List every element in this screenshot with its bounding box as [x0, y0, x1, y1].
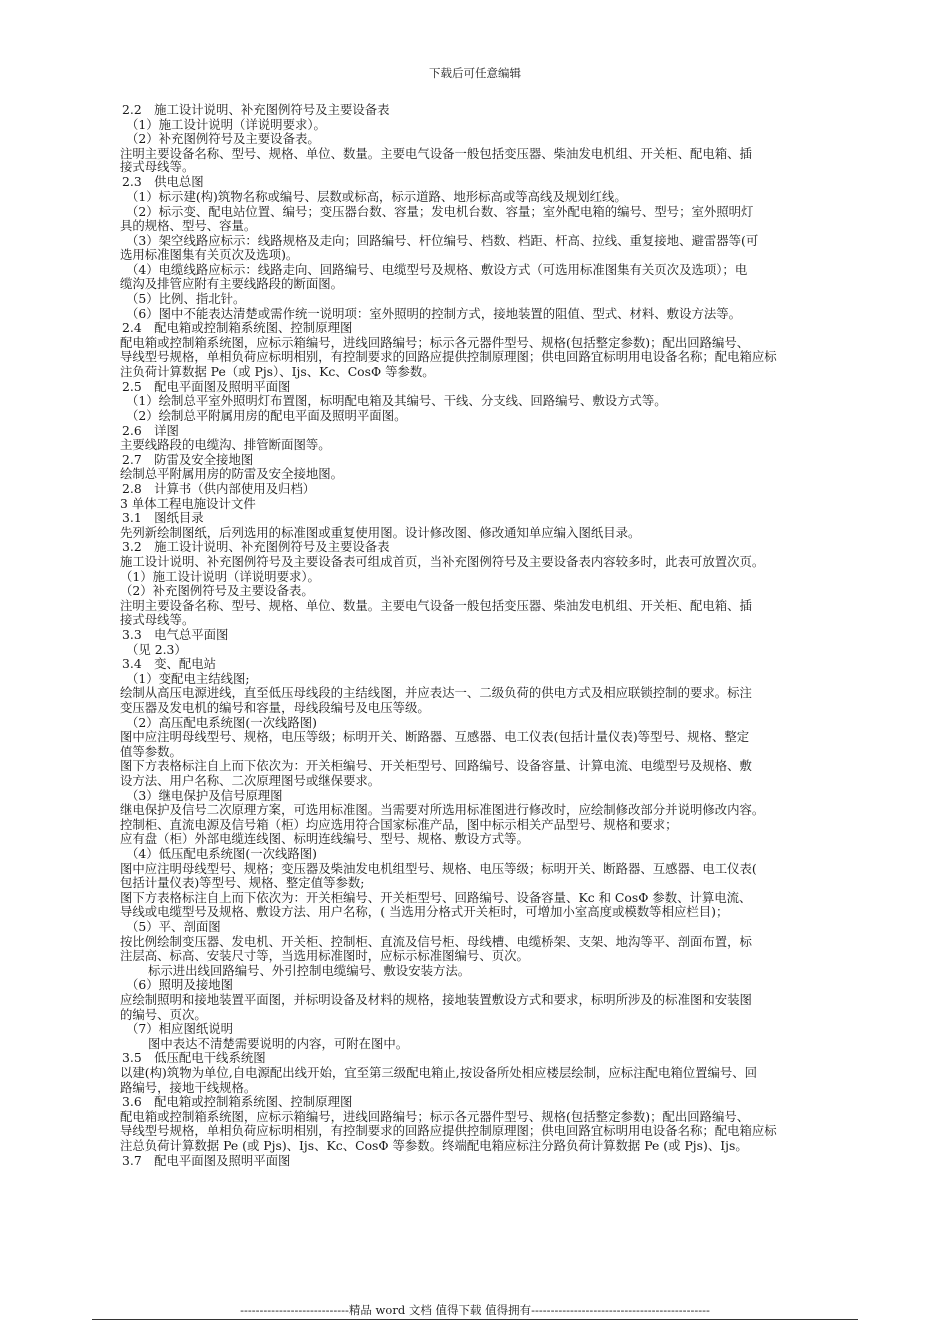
text-line: （7）相应图纸说明	[126, 1021, 234, 1036]
text-line: 应绘制照明和接地装置平面图，并标明设备及材料的规格，接地装置敷设方式和要求，标明所涉及的标准图和安装图	[120, 992, 752, 1007]
text-line: 2.3 供电总图	[122, 174, 204, 189]
text-line: 具的规格、型号、容量。	[120, 218, 257, 233]
text-line: 控制柜、直流电源及信号箱（柜）均应选用符合国家标准产品，图中标示相关产品型号、规格和要求；	[120, 817, 678, 832]
text-line: （2）绘制总平附属用房的配电平面及照明平面图。	[126, 408, 407, 423]
text-line: 2.5 配电平面图及照明平面图	[122, 379, 291, 394]
text-line: 继电保护及信号二次原理方案，可选用标准图。当需要对所选用标准图进行修改时，应绘制修改部分并说明修改内容。	[120, 802, 765, 817]
text-line: （6）照明及接地图	[126, 977, 234, 992]
text-line: （4）电缆线路应标示：线路走向、回路编号、电缆型号及规格、敷设方式（可选用标准图集有关页次及选项）；电	[126, 262, 748, 277]
text-line: 2.6 详图	[122, 423, 179, 438]
text-line: 注层高、标高、安装尺寸等，当选用标准图时，应标示标准图编号、页次。	[120, 948, 529, 963]
text-line: （1）施工设计说明（详说明要求）。	[120, 569, 320, 584]
text-line: 配电箱或控制箱系统图，应标示箱编号，进线回路编号；标示各元器件型号、规格(包括整定参数)；配出回路编号、	[120, 335, 750, 350]
text-line: 3.7 配电平面图及照明平面图	[122, 1153, 291, 1168]
text-line: 图下方表格标注自上而下依次为：开关柜编号、开关柜型号、回路编号、设备容量、计算电流、电缆型号及规格、敷	[120, 758, 752, 773]
text-line: 导线型号规格，单相负荷应标明相别，有控制要求的回路应提供控制原理图；供电回路宜标明用电设备名称；配电箱应标	[120, 1123, 777, 1138]
text-line: 缆沟及排管应附有主要线路段的断面图。	[120, 276, 344, 291]
text-line: 路编号，接地干线规格。	[120, 1080, 257, 1095]
text-line: （3）继电保护及信号原理图	[126, 788, 283, 803]
text-line: 3.4 变、配电站	[122, 656, 217, 671]
text-line: 接式母线等。	[120, 159, 195, 174]
text-line: 选用标准图集有关页次及选项)。	[120, 247, 299, 262]
text-line: 注明主要设备名称、型号、规格、单位、数量。主要电气设备一般包括变压器、柴油发电机组、开关柜、配电箱、插	[120, 146, 752, 161]
text-line: 变压器及发电机的编号和容量，母线段编号及电压等级。	[120, 700, 430, 715]
text-line: （见 2.3）	[126, 642, 187, 657]
text-line: 图中表达不清楚需要说明的内容，可附在图中。	[148, 1036, 409, 1051]
text-line: 2.8 计算书（供内部使用及归档）	[122, 481, 316, 496]
text-line: （2）标示变、配电站位置、编号；变压器台数、容量；发电机台数、容量；室外配电箱的编号、型号；室外照明灯	[126, 204, 754, 219]
text-line: 3.2 施工设计说明、补充图例符号及主要设备表	[122, 539, 390, 554]
text-line: 图下方表格标注自上而下依次为：开关柜编号、开关柜型号、回路编号、设备容量、Kc 和 CosΦ 参数、计算电流、	[120, 890, 752, 905]
text-line: 注明主要设备名称、型号、规格、单位、数量。主要电气设备一般包括变压器、柴油发电机组、开关柜、配电箱、插	[120, 598, 752, 613]
text-line: （1）变配电主结线图;	[126, 671, 250, 686]
text-line: 设方法、用户名称、二次原理图号或继保要求。	[120, 773, 381, 788]
text-line: 以建(构)筑物为单位,自电源配出线开始，宜至第三级配电箱止,按设备所处相应楼层绘制，应标注配电箱位置编号、回	[120, 1065, 758, 1080]
text-line: （4）低压配电系统图(一次线路图)	[126, 846, 318, 861]
text-line: （1）绘制总平室外照明灯布置图，标明配电箱及其编号、干线、分支线、回路编号、敷设方式等。	[126, 393, 667, 408]
text-line: 3.6 配电箱或控制箱系统图、控制原理图	[122, 1094, 353, 1109]
text-line: （6）图中不能表达清楚或需作统一说明项：室外照明的控制方式，接地装置的阻值、型式、材料、敷设方法等。	[126, 306, 742, 321]
text-line: 3.3 电气总平面图	[122, 627, 229, 642]
text-line: 图中应注明母线型号、规格，电压等级；标明开关、断路器、互感器、电工仪表(包括计量仪表)等型号、规格、整定	[120, 729, 750, 744]
text-line: （5）平、剖面图	[126, 919, 221, 934]
text-line: （1）标示建(构)筑物名称或编号、层数或标高，标示道路、地形标高或等高线及规划红线。	[126, 189, 627, 204]
text-line: （3）架空线路应标示：线路规格及走向；回路编号、杆位编号、档数、档距、杆高、拉线、重复接地、避雷器等(可	[126, 233, 759, 248]
text-line: 主要线路段的电缆沟、排管断面图等。	[120, 437, 331, 452]
text-line: 导线型号规格，单相负荷应标明相别，有控制要求的回路应提供控制原理图；供电回路宜标明用电设备名称；配电箱应标	[120, 349, 777, 364]
text-line: 包括计量仪表)等型号、规格、整定值等参数;	[120, 875, 365, 890]
text-line: （2）高压配电系统图(一次线路图)	[126, 715, 318, 730]
text-line: 先列新绘制图纸，后列选用的标准图或重复使用图。设计修改图、修改通知单应编入图纸目录。	[120, 525, 641, 540]
text-line: 注负荷计算数据 Pe（或 Pjs）、Ijs、Kc、CosΦ 等参数。	[120, 364, 435, 379]
page-header: 下载后可任意编辑	[429, 66, 521, 80]
text-line: （5）比例、指北针。	[126, 291, 246, 306]
text-line: （1）施工设计说明（详说明要求）。	[126, 117, 326, 132]
text-line: 注总负荷计算数据 Pe (或 Pjs)、Ijs、Kc、CosΦ 等参数。终端配电箱应标注分路负荷计算数据 Pe (或 Pjs)、Ijs。	[120, 1138, 748, 1153]
text-line: 2.7 防雷及安全接地图	[122, 452, 254, 467]
text-line: 施工设计说明、补充图例符号及主要设备表可组成首页，当补充图例符号及主要设备表内容较多时，此表可放置次页。	[120, 554, 765, 569]
text-line: （2）补充图例符号及主要设备表。	[126, 131, 320, 146]
text-line: 接式母线等。	[120, 612, 195, 627]
page-footer: ----------------------------精品 word 文档 值得下载 值得拥有----------------------------------------------	[240, 1303, 710, 1317]
text-line: 2.2 施工设计说明、补充图例符号及主要设备表	[122, 102, 390, 117]
text-line: 3.1 图纸目录	[122, 510, 204, 525]
text-line: 标示进出线回路编号、外引控制电缆编号、敷设安装方法。	[148, 963, 471, 978]
text-line: 2.4 配电箱或控制箱系统图、控制原理图	[122, 320, 353, 335]
text-line: 3.5 低压配电干线系统图	[122, 1050, 266, 1065]
text-line: 配电箱或控制箱系统图，应标示箱编号，进线回路编号；标示各元器件型号、规格(包括整定参数)；配出回路编号、	[120, 1109, 750, 1124]
text-line: 绘制总平附属用房的防雷及安全接地图。	[120, 466, 344, 481]
text-line: 按比例绘制变压器、发电机、开关柜、控制柜、直流及信号柜、母线槽、电缆桥架、支架、地沟等平、剖面布置，标	[120, 934, 752, 949]
text-line: 应有盘（柜）外部电缆连线图、标明连线编号、型号、规格、敷设方式等。	[120, 831, 529, 846]
text-line: （2）补充图例符号及主要设备表。	[120, 583, 314, 598]
footer-divider	[92, 1319, 858, 1320]
text-line: 绘制从高压电源进线，直至低压母线段的主结线图，并应表达一、二级负荷的供电方式及相应联锁控制的要求。标注	[120, 685, 752, 700]
text-line: 导线或电缆型号及规格、敷设方法、用户名称，( 当选用分格式开关柜时，可增加小室高度或模数等相应栏目)；	[120, 904, 729, 919]
text-line: 图中应注明母线型号、规格；变压器及柴油发电机组型号、规格、电压等级；标明开关、断路器、互感器、电工仪表(	[120, 861, 757, 876]
text-line: 的编号、页次。	[120, 1007, 207, 1022]
text-line: 3 单体工程电施设计文件	[120, 496, 256, 511]
text-line: 值等参数。	[120, 744, 182, 759]
